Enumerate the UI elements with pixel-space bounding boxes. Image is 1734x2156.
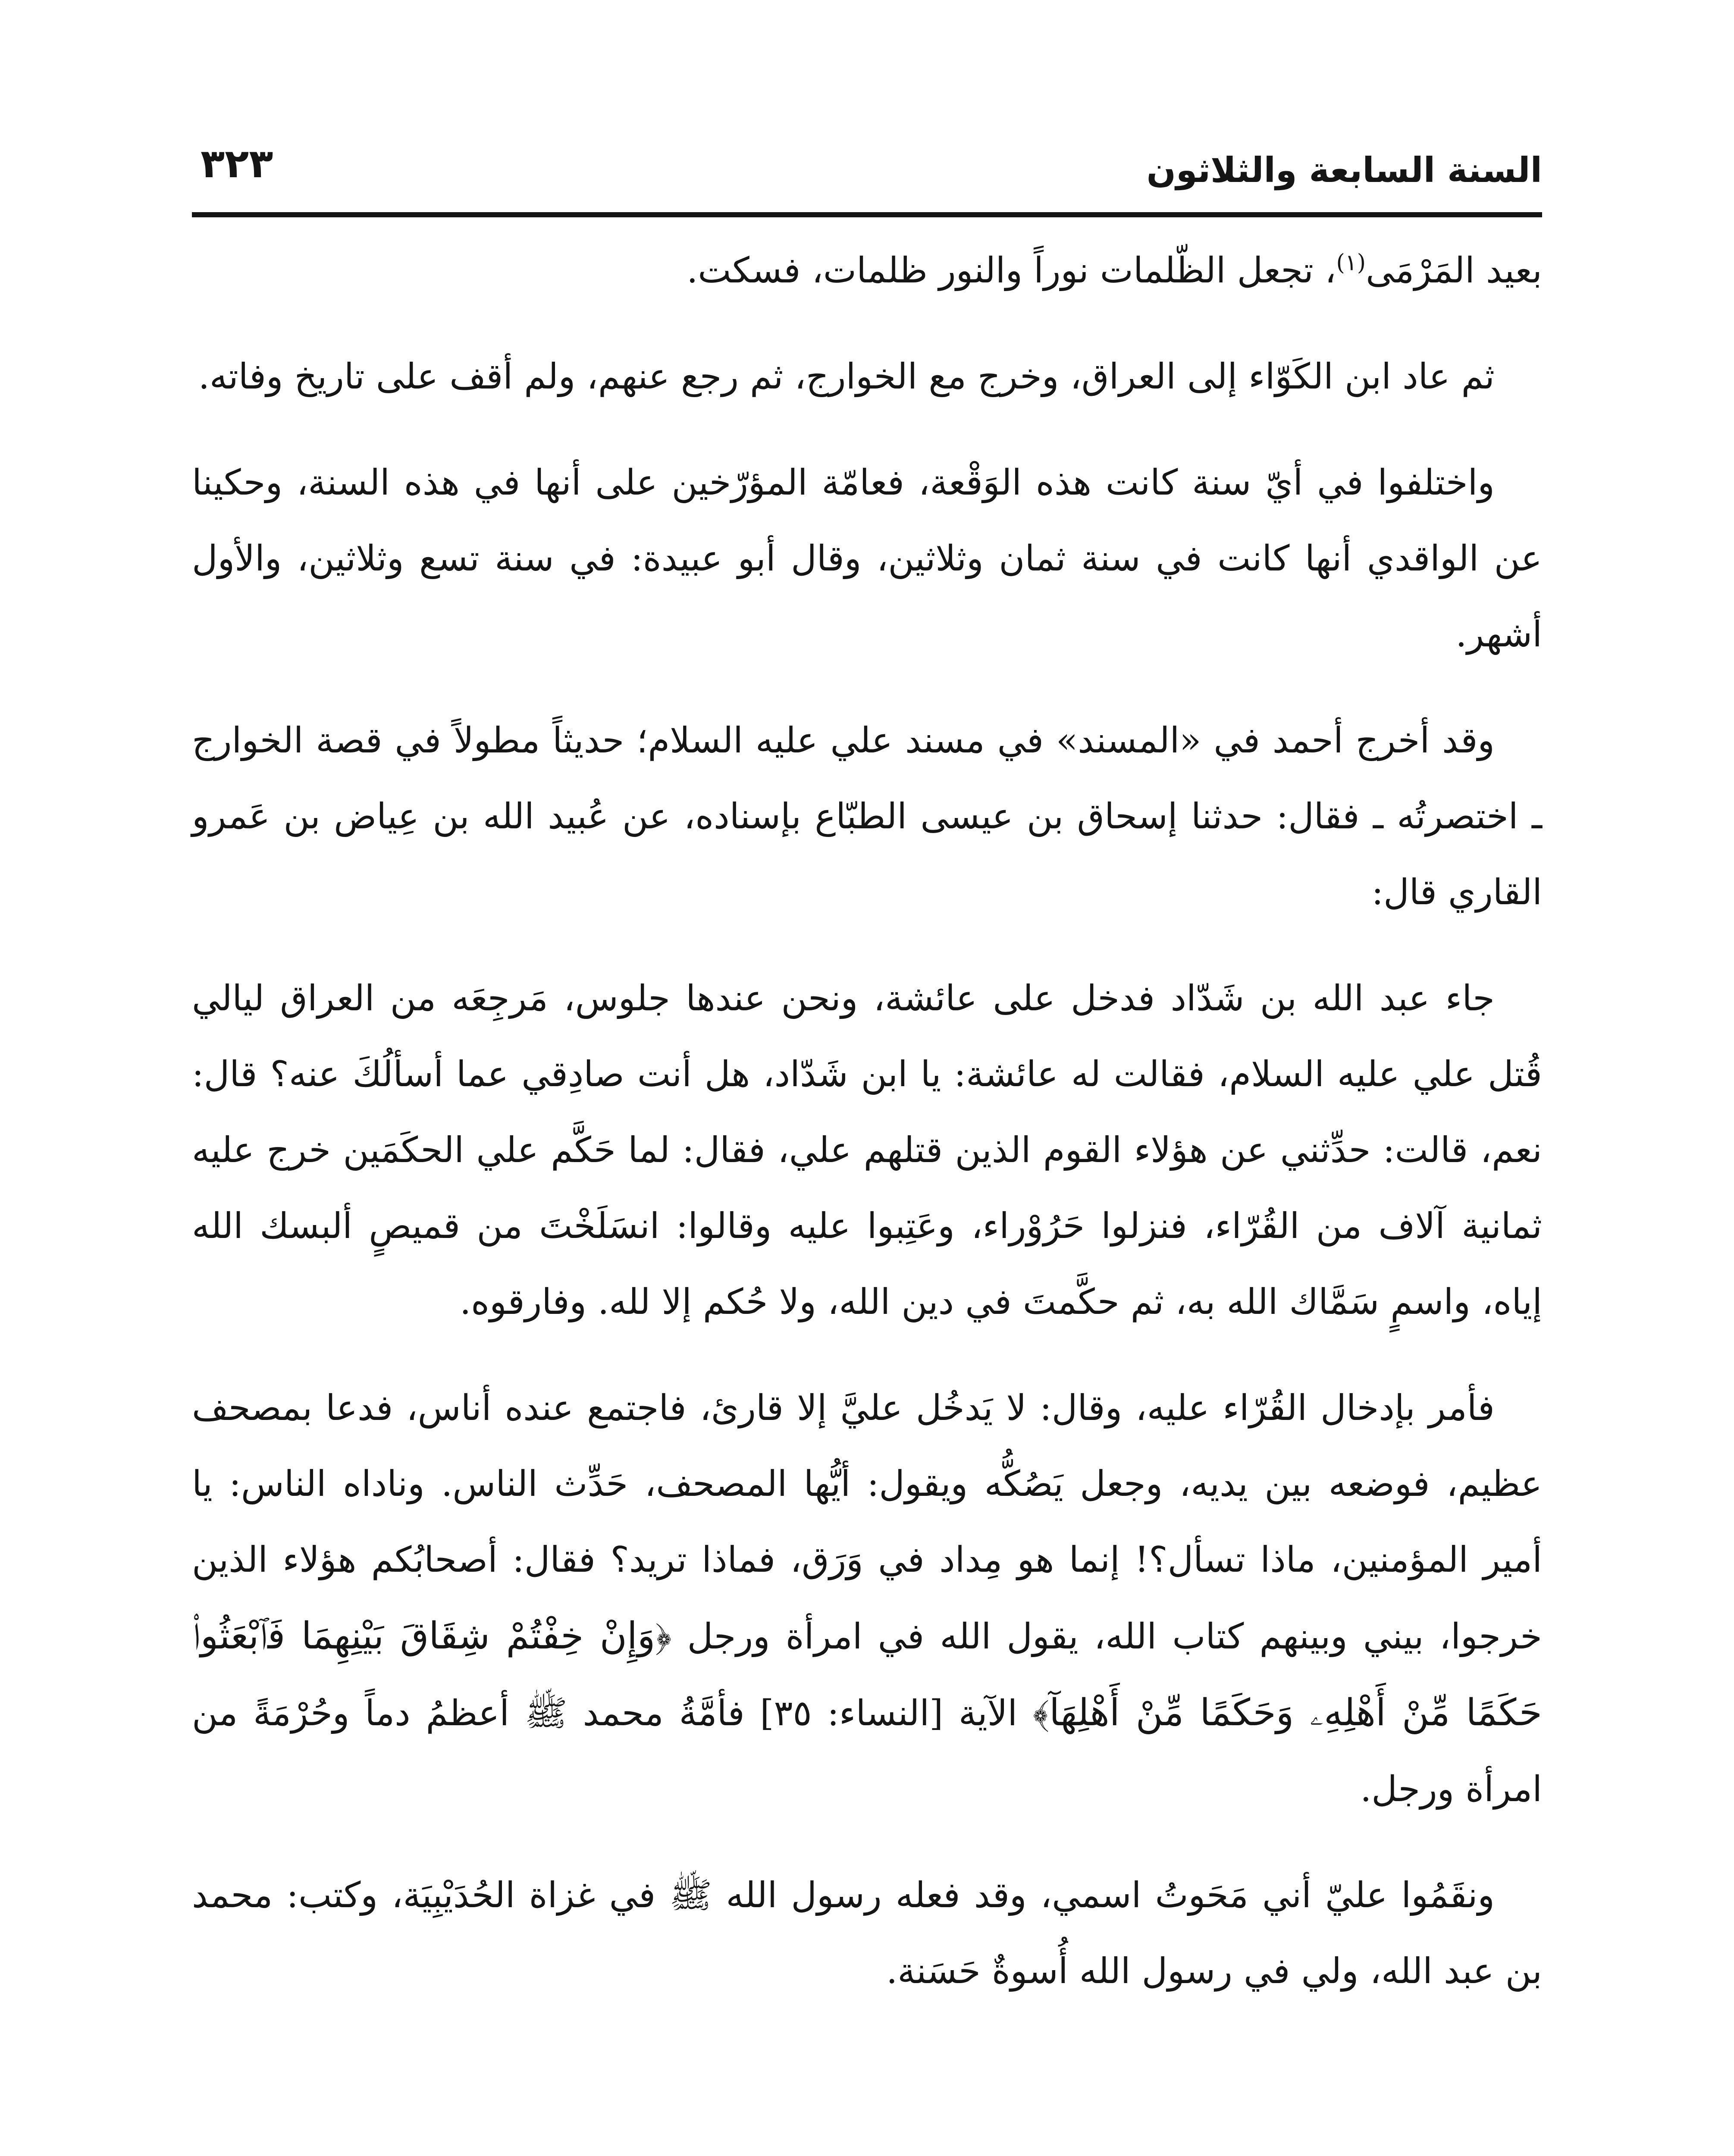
paragraph-2: ثم عاد ابن الكَوّاء إلى العراق، وخرج مع الخوارج، ثم رجع عنهم، ولم أقف على تاريخ وفاته.: [198, 356, 1495, 397]
main-text: [192, 233, 1542, 2040]
header-rule: [192, 212, 1542, 217]
paragraph-4: وقد أخرج أحمد في «المسند» في مسند علي عليه السلام؛ حديثاً مطولاً في قصة الخوارج ـ اختصرتُه ـ فقال: حدثنا إسحاق بن عيسى الطبّاع بإسناده، عن عُبيد الله بن عِياض بن عَمرو القاري قال:: [192, 720, 1542, 913]
page-header: [192, 129, 1542, 211]
paragraph-1-end: ، تجعل الظّلمات نوراً والنور ظلمات، فسكت.: [687, 250, 1336, 291]
paragraph-6: [192, 1370, 1542, 1827]
paragraph-7: ونقَمُوا عليّ أني مَحَوتُ اسمي، وقد فعله رسول الله ﷺ في غزاة الحُدَيْبِيَة، وكتب: محمد بن عبد الله، ولي في رسول الله أُسوةٌ حَسَنة.: [192, 1875, 1542, 1992]
paragraph-3: واختلفوا في أيّ سنة كانت هذه الوَقْعة، فعامّة المؤرّخين على أنها في هذه السنة، وحكينا عن الواقدي أنها كانت في سنة ثمان وثلاثين، وقال أبو عبيدة: في سنة تسع وثلاثين، والأول أشهر.: [192, 462, 1542, 655]
paragraph-5: جاء عبد الله بن شَدّاد فدخل على عائشة، ونحن عندها جلوس، مَرجِعَه من العراق ليالي قُتل علي عليه السلام، فقالت له عائشة: يا ابن شَدّاد، هل أنت صادِقي عما أسألُكَ عنه؟ قال: نعم، قالت: حدِّثني عن هؤلاء القوم الذين قتلهم علي، فقال: لما حَكَّم علي الحكَمَين خرج عليه ثمانية آلاف من القُرّاء، فنزلوا حَرُوْراء، وعَتِبوا عليه وقالوا: انسَلَخْتَ من قميصٍ ألبسك الله إياه، واسمٍ سَمَّاك الله به، ثم حكَّمتَ في دين الله، ولا حُكم إلا لله. وفارقوه.: [192, 978, 1542, 1322]
running-title: السنة السابعة والثلاثون: [1146, 150, 1542, 190]
page-number: ٣٢٣: [201, 141, 273, 187]
footnote-reference: (١): [1336, 250, 1366, 276]
paragraph-6-end: الآية [النساء: ٣٥] فأمَّةُ محمد ﷺ أعظمُ دماً وحُرْمَةً من امرأة ورجل.: [192, 1693, 1542, 1810]
paragraph-1: [192, 233, 1542, 309]
paragraph-6-start: فأمر بإدخال القُرّاء عليه، وقال: لا يَدخُل عليَّ إلا قارئ، فاجتمع عنده أناس، فدعا بمصحف عظيم، فوضعه بين يديه، وجعل يَصُكُّه ويقول: أيُّها المصحف، حَدِّث الناس. وناداه الناس: يا أمير المؤمنين، ماذا تسأل؟! إنما هو مِداد في وَرَق، فماذا تريد؟ فقال: أصحابُكم هؤلاء الذين خرجوا، بيني وبينهم كتاب الله، يقول الله في امرأة ورجل: [192, 1388, 1542, 1657]
paragraph-1-start: بعيد المَرْمَى: [1366, 250, 1542, 291]
quran-verse: ﴿وَإِنْ خِفْتُمْ شِقَاقَ بَيْنِهِمَا فَٱبْعَثُوا۟ حَكَمًا مِّنْ أَهْلِهِۦ وَحَكَمًا مِّنْ أَهْلِهَآ﴾: [192, 1614, 1542, 1734]
